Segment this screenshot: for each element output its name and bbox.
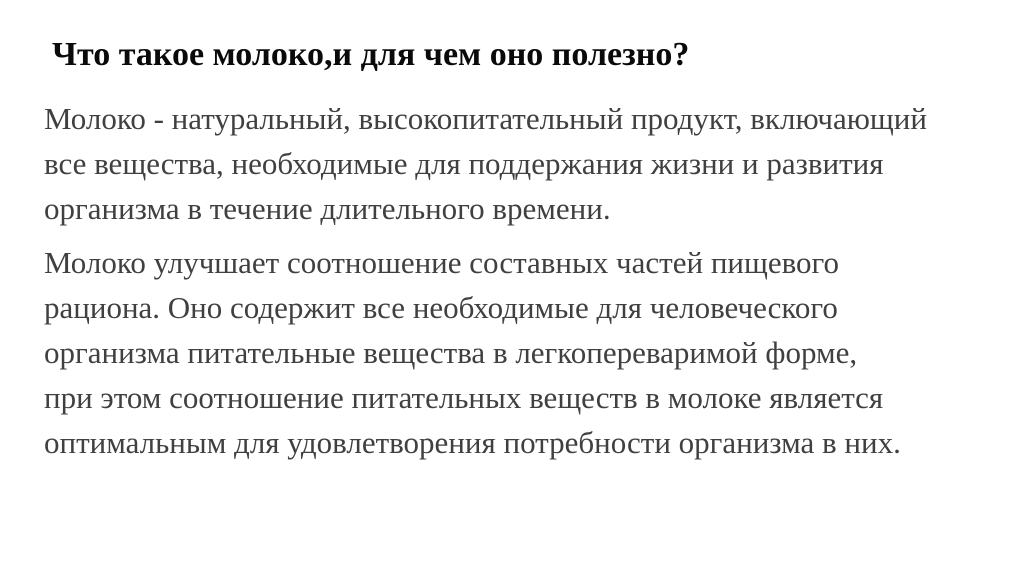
- paragraph-definition: [44, 96, 1004, 231]
- paragraph-line: рациона. Оно содержит все необходимые для человеческого: [44, 290, 838, 325]
- paragraph-line: организма питательные вещества в легкопереваримой форме,: [44, 335, 858, 370]
- paragraph-line: Молоко - натуральный, высокопитательный продукт, включающий: [44, 101, 927, 136]
- paragraph-line: организма в течение длительного времени.: [44, 191, 611, 226]
- paragraph-line: Молоко улучшает соотношение составных частей пищевого: [44, 245, 839, 280]
- slide-title: Что такое молоко,и для чем оно полезно?: [52, 36, 690, 73]
- paragraph-line: все вещества, необходимые для поддержания жизни и развития: [44, 146, 884, 181]
- paragraph-benefits: [44, 240, 1004, 465]
- paragraph-line: оптимальным для удовлетворения потребности организма в них.: [44, 425, 901, 460]
- paragraph-line: при этом соотношение питательных веществ в молоке является: [44, 380, 884, 415]
